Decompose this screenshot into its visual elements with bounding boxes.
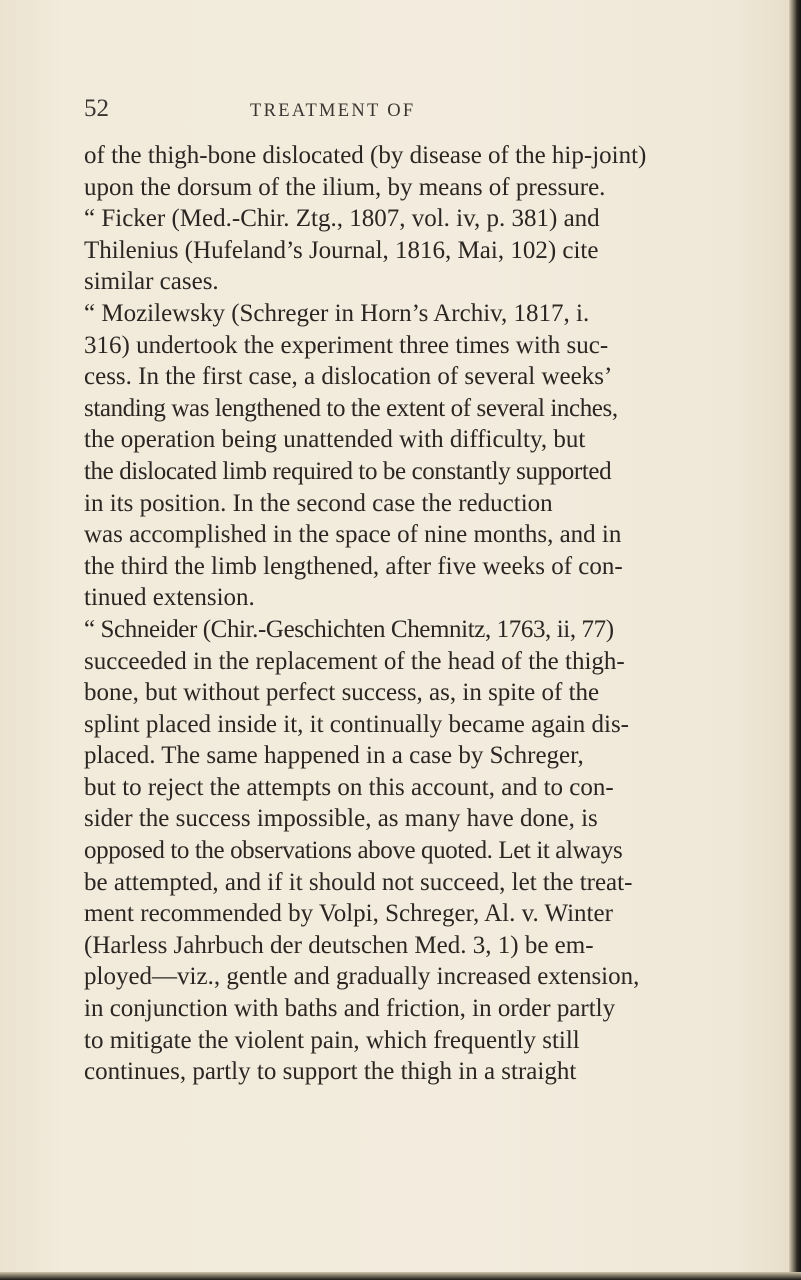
text-line: continues, partly to support the thigh in a straight — [84, 1058, 577, 1086]
text-line: sider the success impossible, as many have done, is — [84, 805, 598, 833]
text-line: splint placed inside it, it continually became again dis- — [84, 710, 629, 738]
page-edge-bottom — [0, 1272, 801, 1280]
text-line: “ Mozilewsky (Schreger in Horn’s Archiv, 1817, i. — [84, 299, 590, 327]
text-line: upon the dorsum of the ilium, by means of pressure. — [84, 173, 606, 201]
text-line: tinued extension. — [84, 584, 255, 612]
text-line: cess. In the first case, a dislocation of several weeks’ — [84, 363, 613, 391]
text-line: ployed—viz., gentle and gradually increased extension, — [84, 963, 640, 991]
text-line: ment recommended by Volpi, Schreger, Al. v. Winter — [84, 900, 613, 928]
text-line: was accomplished in the space of nine months, and in — [84, 521, 622, 549]
text-line: bone, but without perfect success, as, in spite of the — [84, 679, 600, 707]
text-line: succeeded in the replacement of the head of the thigh- — [84, 647, 625, 675]
text-line: the operation being unattended with difficulty, but — [84, 426, 586, 454]
page-header — [0, 95, 801, 129]
text-line: 316) undertook the experiment three times with suc- — [84, 331, 609, 359]
text-line: the third the limb lengthened, after five weeks of con- — [84, 552, 623, 580]
text-line: of the thigh-bone dislocated (by disease of the hip-joint) — [84, 142, 647, 169]
text-line: in its position. In the second case the reduction — [84, 489, 553, 517]
text-line: the dislocated limb required to be constantly supported — [84, 457, 612, 485]
text-line: opposed to the observations above quoted. Let it always — [84, 837, 623, 865]
text-line: be attempted, and if it should not succeed, let the treat- — [84, 868, 633, 896]
text-line: “ Ficker (Med.-Chir. Ztg., 1807, vol. iv, p. 381) and — [84, 205, 600, 233]
text-line: but to reject the attempts on this account, and to con- — [84, 773, 614, 801]
page-number: 52 — [84, 95, 109, 122]
text-line: (Harless Jahrbuch der deutschen Med. 3, 1) be em- — [84, 931, 594, 959]
text-line: in conjunction with baths and friction, in order partly — [84, 995, 616, 1023]
text-line: standing was lengthened to the extent of several inches, — [84, 394, 618, 422]
body-text — [84, 140, 784, 1088]
text-line: “ Schneider (Chir.-Geschichten Chemnitz, 1763, ii, 77) — [84, 615, 614, 643]
running-head: TREATMENT OF — [250, 101, 416, 121]
text-line: similar cases. — [84, 268, 219, 296]
text-line: Thilenius (Hufeland’s Journal, 1816, Mai, 102) cite — [84, 236, 599, 264]
page-edge-right — [789, 0, 801, 1280]
text-line: placed. The same happened in a case by Schreger, — [84, 742, 584, 770]
text-line: to mitigate the violent pain, which frequently still — [84, 1026, 580, 1054]
